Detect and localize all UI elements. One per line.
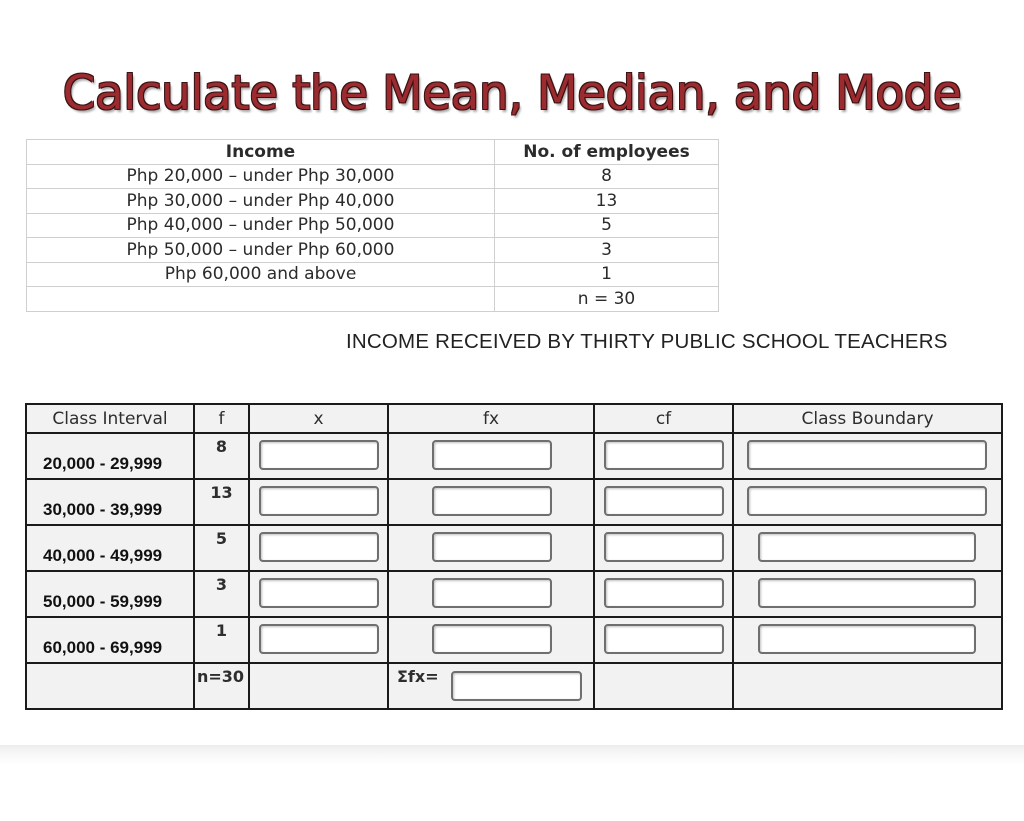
cf-input[interactable] [604,486,724,516]
class-boundary-cell [733,479,1002,525]
fx-input[interactable] [432,486,552,516]
class-interval-cell [26,571,194,617]
total-employees: n = 30 [495,287,719,312]
frequency-value: 13 [210,483,233,502]
employee-count: 8 [495,164,719,189]
class-interval-cell [26,525,194,571]
page-title: Calculate the Mean, Median, and Mode [62,66,962,121]
employee-count: 5 [495,213,719,238]
cf-cell [594,525,733,571]
employee-count: 1 [495,262,719,287]
class-interval: 40,000 - 49,999 [43,546,163,565]
fx-header: fx [388,404,594,433]
class-boundary-input[interactable] [747,440,987,470]
table-row [26,617,1002,663]
fx-input[interactable] [432,624,552,654]
income-range: Php 50,000 – under Php 60,000 [27,238,495,263]
f-cell [194,571,249,617]
x-input[interactable] [259,624,379,654]
fx-cell [388,617,594,663]
frequency-value: 1 [215,621,228,640]
fx-input[interactable] [432,532,552,562]
cf-input[interactable] [604,624,724,654]
cf-cell [594,617,733,663]
fx-cell [388,525,594,571]
f-cell [194,617,249,663]
class-interval: 50,000 - 59,999 [43,592,163,611]
x-input[interactable] [259,578,379,608]
n-cell [194,663,249,709]
frequency-table [25,403,1003,710]
page-bottom-band [0,745,1024,821]
cf-input[interactable] [604,532,724,562]
class-interval-cell [26,433,194,479]
table-caption: INCOME RECEIVED BY THIRTY PUBLIC SCHOOL TEACHERS [346,330,948,353]
f-cell [194,433,249,479]
x-cell [249,479,388,525]
empty-cell [249,663,388,709]
table-row [27,238,719,263]
class-boundary-cell [733,617,1002,663]
table-row [27,164,719,189]
f-cell [194,525,249,571]
table-row [26,479,1002,525]
class-boundary-cell [733,571,1002,617]
x-input[interactable] [259,532,379,562]
class-boundary-cell [733,525,1002,571]
sum-fx-input[interactable] [451,671,582,701]
frequency-value: 5 [215,529,228,548]
empty-cell [26,663,194,709]
class-interval-cell [26,617,194,663]
employees-header: No. of employees [495,140,719,165]
class-boundary-input[interactable] [758,532,976,562]
income-range: Php 60,000 and above [27,262,495,287]
class-interval: 20,000 - 29,999 [43,454,163,473]
cf-cell [594,479,733,525]
table-row [26,433,1002,479]
class-interval-header: Class Interval [26,404,194,433]
cf-input[interactable] [604,440,724,470]
frequency-value: 3 [215,575,228,594]
fx-cell [388,571,594,617]
n-total: n=30 [197,667,245,686]
frequency-table-header [26,404,1002,433]
cf-input[interactable] [604,578,724,608]
cf-cell [594,571,733,617]
x-input[interactable] [259,440,379,470]
income-range: Php 30,000 – under Php 40,000 [27,189,495,214]
x-cell [249,617,388,663]
sum-fx-cell [388,663,594,709]
class-boundary-header: Class Boundary [733,404,1002,433]
x-cell [249,571,388,617]
table-row [27,262,719,287]
table-row [27,287,719,312]
empty-cell [594,663,733,709]
cf-header: cf [594,404,733,433]
class-interval: 30,000 - 39,999 [43,500,163,519]
table-row [27,189,719,214]
x-cell [249,525,388,571]
table-row [26,525,1002,571]
sum-fx-label: Σfx= [397,667,439,686]
f-header: f [194,404,249,433]
class-interval: 60,000 - 69,999 [43,638,163,657]
cf-cell [594,433,733,479]
class-boundary-input[interactable] [758,624,976,654]
frequency-value: 8 [215,437,228,456]
f-cell [194,479,249,525]
employee-count: 3 [495,238,719,263]
class-boundary-cell [733,433,1002,479]
fx-cell [388,433,594,479]
fx-input[interactable] [432,440,552,470]
income-table [26,139,719,312]
totals-row [26,663,1002,709]
class-boundary-input[interactable] [747,486,987,516]
income-range: Php 40,000 – under Php 50,000 [27,213,495,238]
x-header: x [249,404,388,433]
income-table-header [27,140,719,165]
class-boundary-input[interactable] [758,578,976,608]
table-row [26,571,1002,617]
income-range [27,287,495,312]
x-cell [249,433,388,479]
table-row [27,213,719,238]
employee-count: 13 [495,189,719,214]
income-header: Income [27,140,495,165]
income-range: Php 20,000 – under Php 30,000 [27,164,495,189]
empty-cell [733,663,1002,709]
class-interval-cell [26,479,194,525]
fx-cell [388,479,594,525]
x-input[interactable] [259,486,379,516]
fx-input[interactable] [432,578,552,608]
